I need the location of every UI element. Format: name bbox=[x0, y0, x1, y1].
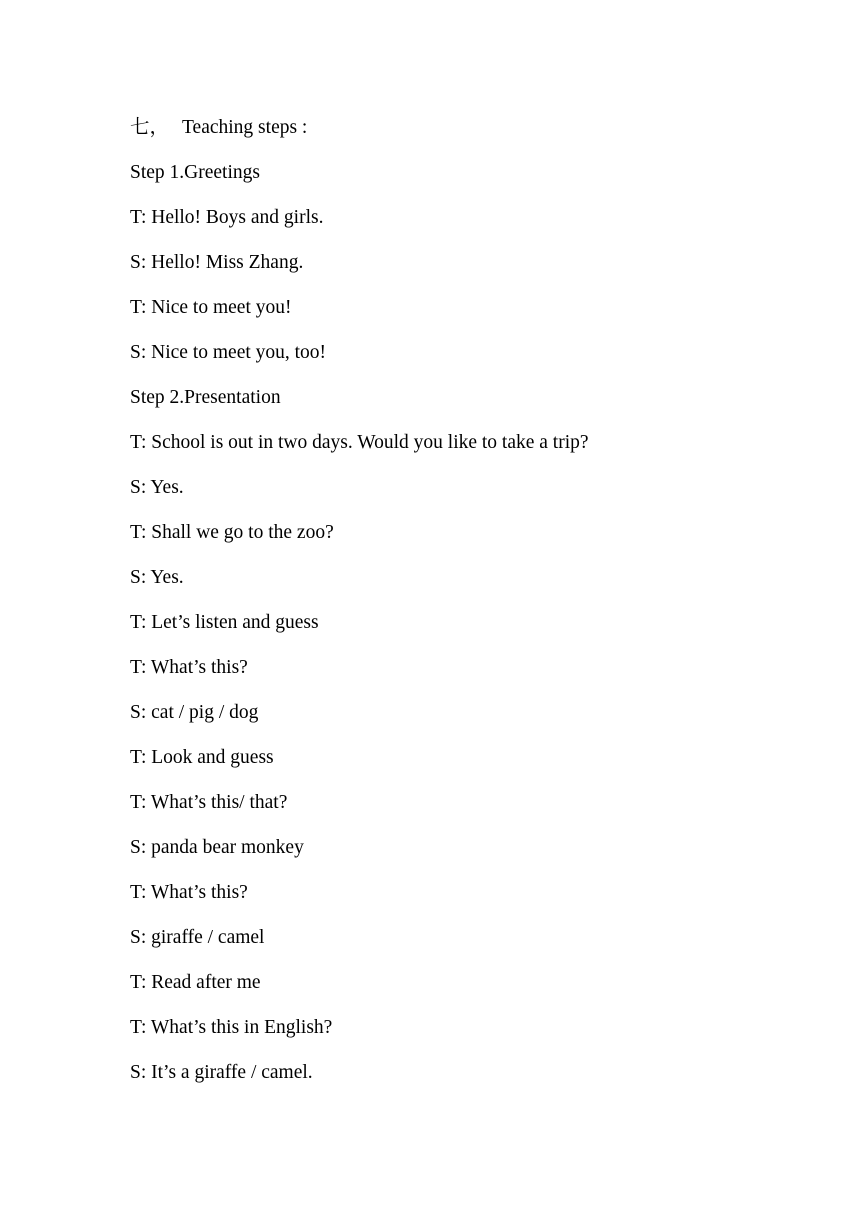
dialogue-line: T: What’s this/ that? bbox=[130, 792, 288, 813]
dialogue-line: S: Yes. bbox=[130, 477, 184, 498]
dialogue-line: T: What’s this in English? bbox=[130, 1017, 333, 1038]
dialogue-line: T: Let’s listen and guess bbox=[130, 612, 319, 633]
dialogue-line: T: Nice to meet you! bbox=[130, 297, 292, 318]
step-heading-greetings: Step 1.Greetings bbox=[130, 162, 260, 183]
dialogue-line: S: cat / pig / dog bbox=[130, 702, 259, 723]
dialogue-line: T: Look and guess bbox=[130, 747, 274, 768]
dialogue-line: T: Read after me bbox=[130, 972, 261, 993]
section-number: 七， bbox=[130, 117, 170, 138]
dialogue-line: T: What’s this? bbox=[130, 657, 248, 678]
dialogue-line: T: What’s this? bbox=[130, 882, 248, 903]
dialogue-line: T: Hello! Boys and girls. bbox=[130, 207, 324, 228]
dialogue-line: S: giraffe / camel bbox=[130, 927, 265, 948]
dialogue-line: T: Shall we go to the zoo? bbox=[130, 522, 334, 543]
dialogue-line: S: Yes. bbox=[130, 567, 184, 588]
dialogue-line: T: School is out in two days. Would you like to take a trip? bbox=[130, 432, 589, 453]
dialogue-line: S: It’s a giraffe / camel. bbox=[130, 1062, 313, 1083]
section-heading bbox=[130, 113, 770, 158]
dialogue-line: S: Hello! Miss Zhang. bbox=[130, 252, 304, 273]
document-body bbox=[130, 113, 770, 1103]
step-heading-presentation: Step 2.Presentation bbox=[130, 387, 281, 408]
section-title: Teaching steps : bbox=[182, 117, 308, 138]
dialogue-line: S: panda bear monkey bbox=[130, 837, 304, 858]
dialogue-line: S: Nice to meet you, too! bbox=[130, 342, 327, 363]
